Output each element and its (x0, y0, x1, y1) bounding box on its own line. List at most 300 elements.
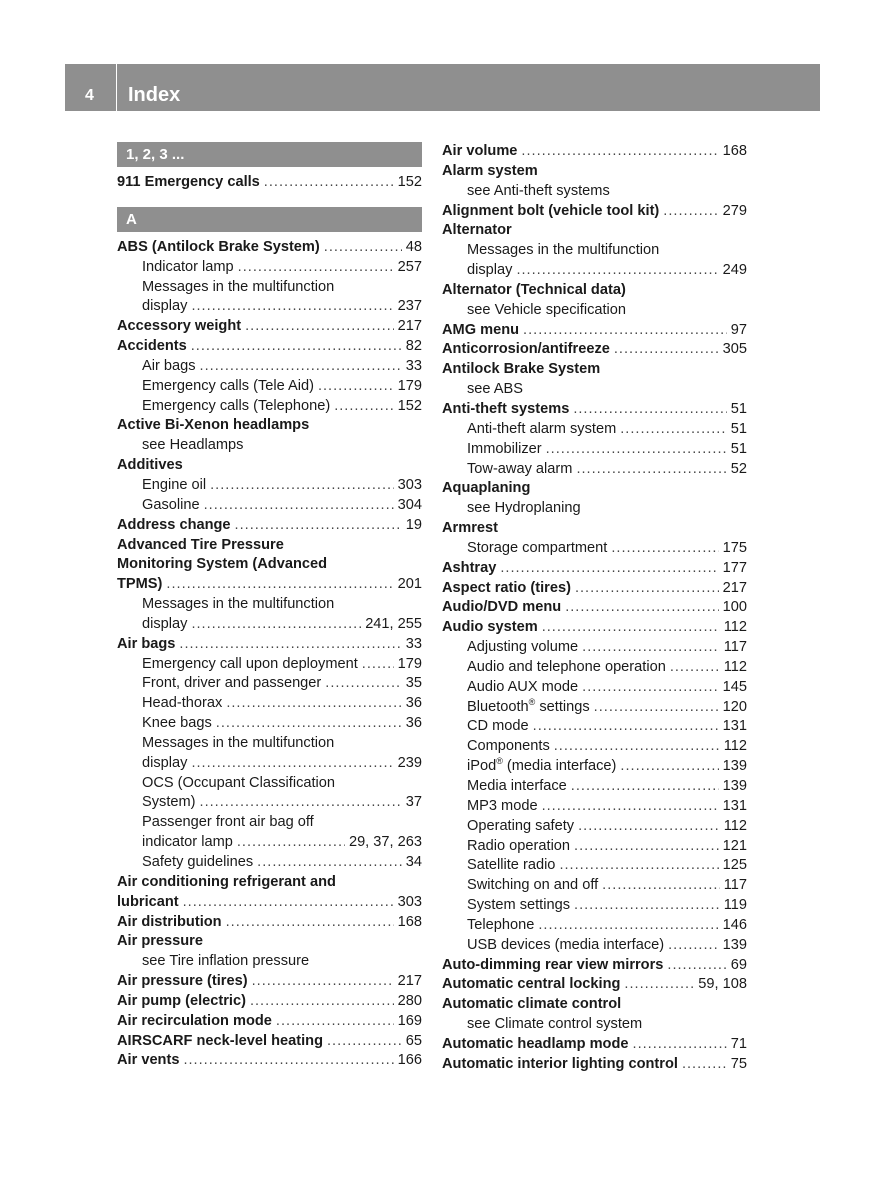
entry-label: Messages in the multifunction (467, 242, 660, 259)
dot-leader (554, 737, 720, 757)
index-subentry-see-abs (442, 380, 747, 400)
page-reference: 279 (722, 202, 747, 219)
entry-label: Emergency calls (Tele Aid) (142, 377, 314, 394)
index-subentry-components (442, 737, 747, 757)
index-subentry-usb-devices-media-interface (442, 936, 747, 956)
index-entry-alarm-system (442, 162, 747, 182)
dot-leader (324, 238, 402, 258)
index-entry-air-conditioning-refrigerant-and (117, 873, 422, 893)
entry-text (442, 559, 496, 579)
entry-text (142, 595, 334, 615)
entry-text (467, 698, 590, 718)
index-entry-audio-system (442, 618, 747, 638)
entry-label-suffix: settings (535, 698, 590, 715)
entry-label: Air bags (117, 635, 176, 652)
registered-mark: ® (496, 757, 503, 767)
page-reference: 100 (722, 599, 747, 616)
page-reference: 37 (405, 794, 422, 811)
page-reference: 33 (405, 635, 422, 652)
entry-label: Immobilizer (467, 440, 542, 457)
index-subentry-display (117, 615, 422, 635)
index-subentry-see-climate-control-system (442, 1015, 747, 1035)
entry-text (142, 734, 334, 754)
entry-label: Air pressure (117, 933, 203, 950)
entry-text (142, 674, 321, 694)
entry-text (467, 837, 570, 857)
index-entry-accidents (117, 337, 422, 357)
entry-text (467, 182, 610, 202)
dot-leader (533, 717, 719, 737)
index-entry-advanced-tire-pressure (117, 536, 422, 556)
entry-text (117, 516, 231, 536)
entry-text (442, 1035, 629, 1055)
page-reference: 168 (397, 913, 422, 930)
dot-leader (210, 476, 394, 496)
entry-text (467, 638, 578, 658)
index-subentry-system-settings (442, 896, 747, 916)
index-entry-airscarf-neck-level-heating (117, 1032, 422, 1052)
entry-label: Messages in the multifunction (142, 278, 335, 295)
dot-leader (521, 142, 718, 162)
entry-text (142, 377, 314, 397)
entry-label: Switching on and off (467, 877, 599, 894)
entry-text (442, 519, 498, 539)
index-section-heading: A (117, 207, 422, 232)
index-entry-air-pressure (117, 932, 422, 952)
entry-label: Emergency calls (Telephone) (142, 397, 331, 414)
entry-label: Indicator lamp (142, 258, 234, 275)
index-subentry-engine-oil (117, 476, 422, 496)
dot-leader (670, 658, 720, 678)
entry-text (442, 579, 571, 599)
entry-text (142, 655, 358, 675)
index-subentry-mp3-mode (442, 797, 747, 817)
index-subentry-anti-theft-alarm-system (442, 420, 747, 440)
page-reference: 305 (722, 341, 747, 358)
page-reference: 139 (722, 758, 747, 775)
index-entry-active-bi-xenon-headlamps (117, 416, 422, 436)
page-reference: 217 (397, 318, 422, 335)
page-reference: 175 (722, 539, 747, 556)
entry-text (117, 536, 284, 556)
entry-text (142, 793, 196, 813)
entry-label: Additives (117, 457, 183, 474)
entry-label: Air pressure (tires) (117, 973, 248, 990)
entry-label: display (142, 754, 188, 771)
entry-text (467, 916, 534, 936)
page-header (65, 64, 820, 111)
entry-label: AMG menu (442, 321, 520, 338)
page-reference: 112 (723, 738, 747, 755)
entry-text (117, 416, 309, 436)
entry-label: Messages in the multifunction (142, 734, 335, 751)
entry-text (467, 241, 659, 261)
page-reference: 52 (730, 460, 747, 477)
dot-leader (542, 797, 719, 817)
entry-label: Audio AUX mode (467, 678, 579, 695)
entry-label: Passenger front air bag off (142, 814, 314, 831)
page-reference: 19 (405, 516, 422, 533)
entry-label: Emergency call upon deployment (142, 655, 358, 672)
entry-text (117, 575, 162, 595)
index-subentry-tow-away-alarm (442, 460, 747, 480)
page-reference: 120 (722, 698, 747, 715)
index-subentry-audio-aux-mode (442, 678, 747, 698)
entry-label: Air volume (442, 143, 518, 159)
entry-text (117, 555, 327, 575)
entry-label: Automatic central locking (442, 976, 621, 993)
dot-leader (327, 1032, 402, 1052)
index-subentry-indicator-lamp (117, 833, 422, 853)
index-entry-lubricant (117, 893, 422, 913)
dot-leader (614, 340, 719, 360)
page-reference: 112 (723, 658, 747, 675)
index-entry-alternator-technical-data (442, 281, 747, 301)
index-subentry-emergency-calls-telephone (117, 397, 422, 417)
entry-label: Bluetooth (467, 698, 529, 715)
dot-leader (575, 579, 719, 599)
index-entry-air-vents (117, 1051, 422, 1071)
dot-leader (257, 853, 402, 873)
page-reference: 125 (722, 857, 747, 874)
index-subentry-radio-operation (442, 837, 747, 857)
page-reference: 65 (405, 1032, 422, 1049)
page-reference: 48 (405, 238, 422, 255)
entry-label: Alignment bolt (vehicle tool kit) (442, 202, 660, 219)
index-subentry-storage-compartment (442, 539, 747, 559)
entry-label: Alarm system (442, 162, 538, 179)
entry-label: Anti-theft systems (442, 400, 570, 417)
index-subentry-ipod (442, 757, 747, 777)
entry-text (142, 813, 314, 833)
dot-leader (191, 615, 361, 635)
entry-text (467, 380, 523, 400)
dot-leader (200, 793, 402, 813)
page-reference: 179 (397, 655, 422, 672)
entry-label: Automatic climate control (442, 996, 622, 1013)
entry-text (442, 995, 621, 1015)
dot-leader (226, 694, 401, 714)
entry-label: 911 Emergency calls (117, 174, 260, 190)
entry-text (142, 952, 309, 972)
entry-text (442, 321, 519, 341)
index-subentry-knee-bags (117, 714, 422, 734)
index-entry-air-distribution (117, 913, 422, 933)
entry-label: Armrest (442, 520, 498, 537)
entry-text (467, 717, 529, 737)
index-entry-air-recirculation-mode (117, 1012, 422, 1032)
entry-text (442, 956, 663, 976)
entry-label: Media interface (467, 778, 567, 794)
entry-label: Adjusting volume (467, 639, 579, 656)
entry-text (467, 737, 550, 757)
index-subentry-display (117, 297, 422, 317)
entry-label: Antilock Brake System (442, 361, 601, 378)
entry-label: Accessory weight (117, 318, 242, 335)
index-subentry-bluetooth (442, 698, 747, 718)
entry-text (117, 173, 260, 193)
entry-label: Gasoline (142, 496, 200, 513)
index-subentry-indicator-lamp (117, 258, 422, 278)
page-reference: 121 (722, 837, 747, 854)
page-reference: 152 (397, 397, 422, 414)
index-entry-additives (117, 456, 422, 476)
page-reference: 201 (397, 576, 422, 593)
dot-leader (200, 357, 402, 377)
entry-label: Radio operation (467, 837, 571, 854)
dot-leader (668, 936, 719, 956)
entry-text (117, 337, 187, 357)
entry-text (442, 142, 517, 162)
dot-leader (235, 516, 402, 536)
page-reference: 36 (405, 715, 422, 732)
dot-leader (667, 956, 726, 976)
index-subentry-ocs-occupant-classification (117, 774, 422, 794)
entry-label: Air bags (142, 357, 196, 374)
entry-label: OCS (Occupant Classification (142, 774, 336, 791)
entry-label: display (142, 615, 188, 632)
entry-label: see Tire inflation pressure (142, 953, 310, 970)
entry-label: Ashtray (442, 559, 497, 576)
dot-leader (602, 876, 720, 896)
entry-text (142, 615, 187, 635)
entry-label: Audio/DVD menu (442, 599, 562, 616)
page-reference: 36 (405, 695, 422, 712)
entry-label: Messages in the multifunction (142, 596, 335, 613)
entry-text (467, 817, 574, 837)
index-entry-alternator (442, 221, 747, 241)
entry-text (117, 317, 241, 337)
dot-leader (523, 321, 727, 341)
entry-text (442, 598, 561, 618)
dot-leader (334, 397, 393, 417)
index-entry-automatic-headlamp-mode (442, 1035, 747, 1055)
page-reference: 139 (722, 778, 747, 794)
dot-leader (204, 496, 394, 516)
entry-text (467, 440, 542, 460)
entry-label: Components (467, 738, 550, 755)
entry-label: Front, driver and passenger (142, 675, 322, 692)
entry-text (467, 757, 616, 777)
entry-label: System) (142, 794, 196, 811)
entry-text (467, 896, 570, 916)
entry-text (142, 258, 234, 278)
page-reference: 217 (397, 973, 422, 990)
page-reference: 35 (405, 675, 422, 692)
dot-leader (516, 261, 718, 281)
index-column-right (442, 142, 747, 1075)
index-entry-air-pump-electric (117, 992, 422, 1012)
page-reference: 117 (723, 639, 747, 656)
entry-text (467, 460, 572, 480)
index-subentry-display (117, 754, 422, 774)
entry-text (117, 635, 175, 655)
entry-text (142, 694, 222, 714)
page-reference: 71 (730, 1035, 747, 1052)
entry-label: Address change (117, 516, 231, 533)
index-entry-armrest (442, 519, 747, 539)
entry-label: Active Bi-Xenon headlamps (117, 417, 310, 434)
dot-leader (571, 777, 719, 797)
index-entry-ashtray (442, 559, 747, 579)
index-entry-tpms (117, 575, 422, 595)
entry-text (142, 357, 196, 377)
dot-leader (624, 975, 694, 995)
entry-label: Audio and telephone operation (467, 658, 666, 675)
entry-text (467, 797, 538, 817)
page-reference: 168 (722, 143, 747, 159)
entry-label: see Hydroplaning (467, 500, 581, 517)
page-reference: 152 (397, 174, 422, 190)
index-subentry-telephone (442, 916, 747, 936)
dot-leader (546, 440, 727, 460)
entry-label: Alternator (Technical data) (442, 281, 626, 298)
dot-leader (576, 460, 726, 480)
index-entry-amg-menu (442, 321, 747, 341)
entry-label: Audio system (442, 619, 538, 636)
entry-text (467, 499, 581, 519)
index-entry-address-change (117, 516, 422, 536)
entry-label: AIRSCARF neck-level heating (117, 1032, 323, 1049)
index-subentry-audio-and-telephone-operation (442, 658, 747, 678)
index-entry-anticorrosion-antifreeze (442, 340, 747, 360)
page-reference: 179 (397, 377, 422, 394)
index-subentry-messages-in-the-multifunction (117, 278, 422, 298)
entry-text (117, 238, 320, 258)
entry-label: Air distribution (117, 913, 222, 930)
dot-leader (216, 714, 402, 734)
dot-leader (538, 916, 718, 936)
entry-text (117, 972, 248, 992)
page-reference: 239 (397, 754, 422, 771)
entry-label: see ABS (467, 381, 523, 398)
index-subentry-messages-in-the-multifunction (442, 241, 747, 261)
index-entry-alignment-bolt-vehicle-tool-kit (442, 202, 747, 222)
page-reference: 119 (723, 897, 747, 914)
page-reference: 34 (405, 854, 422, 870)
page-reference: 303 (397, 476, 422, 493)
entry-text (142, 436, 243, 456)
page-reference: 241, 255 (365, 615, 422, 632)
index-subentry-messages-in-the-multifunction (117, 595, 422, 615)
entry-label: see Anti-theft systems (467, 182, 610, 199)
entry-label: TPMS) (117, 576, 163, 593)
dot-leader (191, 297, 393, 317)
entry-text (117, 992, 246, 1012)
entry-text (117, 1051, 179, 1071)
index-entry-air-bags (117, 635, 422, 655)
index-subentry-see-vehicle-specification (442, 301, 747, 321)
page-reference: 51 (730, 400, 747, 417)
page-reference: 169 (397, 1012, 422, 1029)
entry-label: Accidents (117, 338, 187, 355)
entry-label: Air pump (electric) (117, 992, 246, 1009)
entry-label: Tow-away alarm (467, 460, 573, 477)
page-reference: 304 (397, 496, 422, 513)
dot-leader (238, 258, 394, 278)
entry-label: Operating safety (467, 817, 575, 834)
entry-text (467, 658, 666, 678)
entry-text (142, 714, 212, 734)
entry-label: see Headlamps (142, 437, 244, 454)
entry-label: Automatic interior lighting control (442, 1055, 678, 1072)
dot-leader (252, 972, 394, 992)
entry-label: CD mode (467, 718, 529, 735)
entry-text (467, 301, 626, 321)
entry-text (442, 975, 620, 995)
entry-text (442, 281, 626, 301)
index-subentry-front-driver-and-passenger (117, 674, 422, 694)
index-subentry-display (442, 261, 747, 281)
dot-leader (325, 674, 401, 694)
entry-text (467, 539, 607, 559)
entry-label: Alternator (442, 222, 512, 239)
entry-label: Satellite radio (467, 857, 556, 874)
index-subentry-operating-safety (442, 817, 747, 837)
dot-leader (633, 1035, 727, 1055)
entry-text (467, 678, 578, 698)
entry-label: Monitoring System (Advanced (117, 556, 328, 573)
dot-leader (183, 1051, 393, 1071)
entry-text (442, 221, 512, 241)
index-entry-antilock-brake-system (442, 360, 747, 380)
entry-label: USB devices (media interface) (467, 936, 665, 953)
index-subentry-see-hydroplaning (442, 499, 747, 519)
dot-leader (245, 317, 394, 337)
index-entry-monitoring-system-advanced (117, 555, 422, 575)
index-column-left (117, 142, 422, 1071)
entry-text (442, 618, 538, 638)
entry-label: ABS (Antilock Brake System) (117, 238, 320, 255)
entry-label: iPod (467, 758, 497, 775)
entry-text (467, 420, 616, 440)
entry-label: Aquaplaning (442, 480, 531, 497)
index-entry-automatic-interior-lighting-control (442, 1055, 747, 1075)
entry-text (442, 1055, 678, 1075)
page-reference: 59, 108 (698, 976, 747, 993)
dot-leader (250, 992, 394, 1012)
header-divider (116, 64, 117, 111)
entry-text (467, 936, 664, 956)
index-entry-anti-theft-systems (442, 400, 747, 420)
page-reference: 249 (722, 262, 747, 279)
entry-label: indicator lamp (142, 834, 233, 851)
index-subentry-emergency-call-upon-deployment (117, 655, 422, 675)
dot-leader (620, 420, 727, 440)
entry-label: display (467, 262, 513, 279)
entry-text (442, 479, 530, 499)
index-subentry-passenger-front-air-bag-off (117, 813, 422, 833)
entry-label: Air recirculation mode (117, 1012, 272, 1029)
index-subentry-media-interface (442, 777, 747, 797)
dot-leader (264, 173, 394, 193)
index-subentry-system (117, 793, 422, 813)
page-reference: 257 (397, 258, 422, 275)
entry-label: Automatic headlamp mode (442, 1035, 629, 1052)
index-entry-abs-antilock-brake-system (117, 238, 422, 258)
registered-mark: ® (528, 697, 536, 707)
entry-label: Storage compartment (467, 539, 608, 556)
page-reference: 217 (722, 579, 747, 596)
page-reference: 29, 37, 263 (348, 834, 422, 851)
entry-text (467, 856, 555, 876)
page-reference: 139 (722, 936, 747, 953)
entry-label: Head-thorax (142, 695, 223, 712)
index-subentry-safety-guidelines (117, 853, 422, 873)
entry-text (117, 893, 179, 913)
dot-leader (594, 698, 719, 718)
entry-label: Safety guidelines (142, 854, 254, 870)
